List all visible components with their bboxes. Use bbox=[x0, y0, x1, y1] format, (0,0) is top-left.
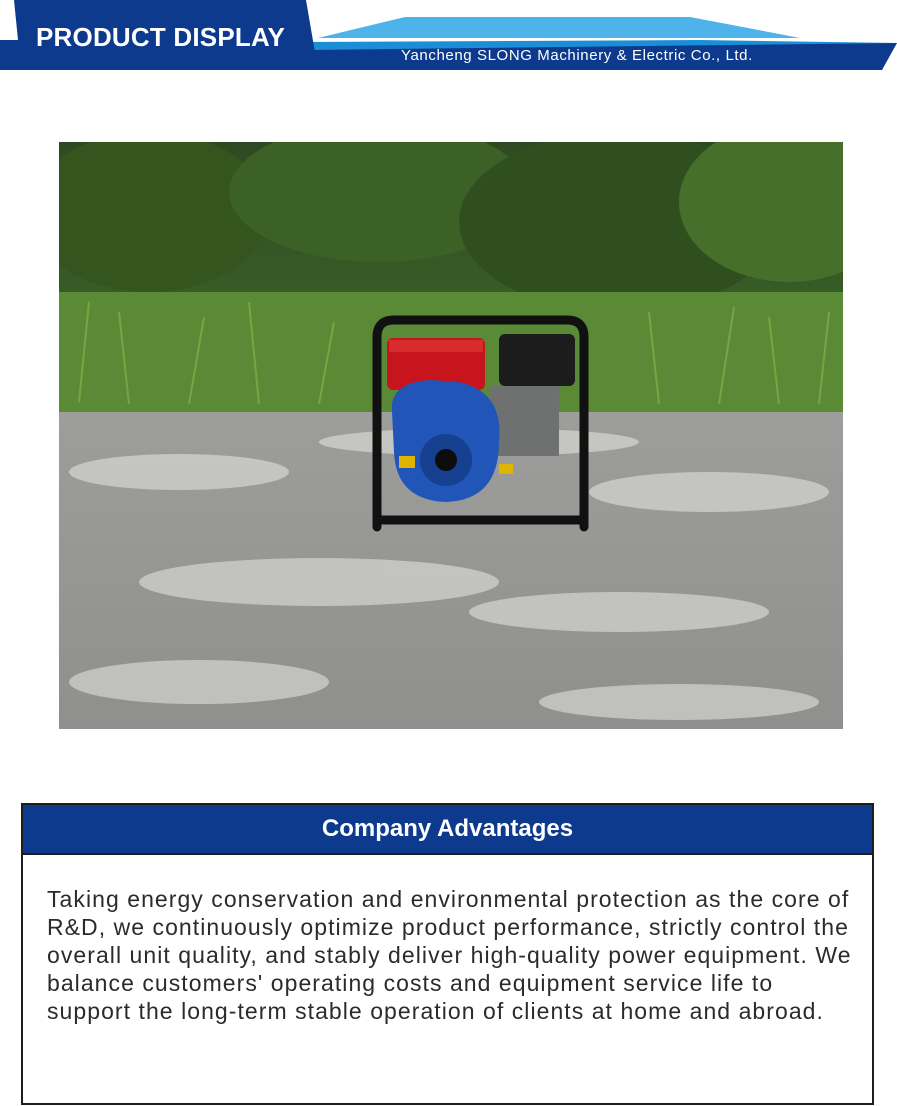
advantages-body: Taking energy conservation and environmental protection as the core of R&D, we continuously optimize product performance, strictly control the overall unit quality, and stably deliver high-quality power equipment. We balance customers' operating costs and equipment service life to support the long-term stable operation of clients at home and abroad. bbox=[47, 886, 852, 1024]
product-photo bbox=[59, 142, 843, 729]
page-title: PRODUCT DISPLAY bbox=[36, 22, 286, 52]
water-pump-photo bbox=[59, 142, 843, 729]
company-advantages-panel bbox=[21, 803, 874, 1105]
company-name: Yancheng SLONG Machinery & Electric Co., Ltd. bbox=[401, 47, 753, 64]
advantages-heading: Company Advantages bbox=[23, 805, 872, 855]
header-banner bbox=[0, 0, 897, 72]
